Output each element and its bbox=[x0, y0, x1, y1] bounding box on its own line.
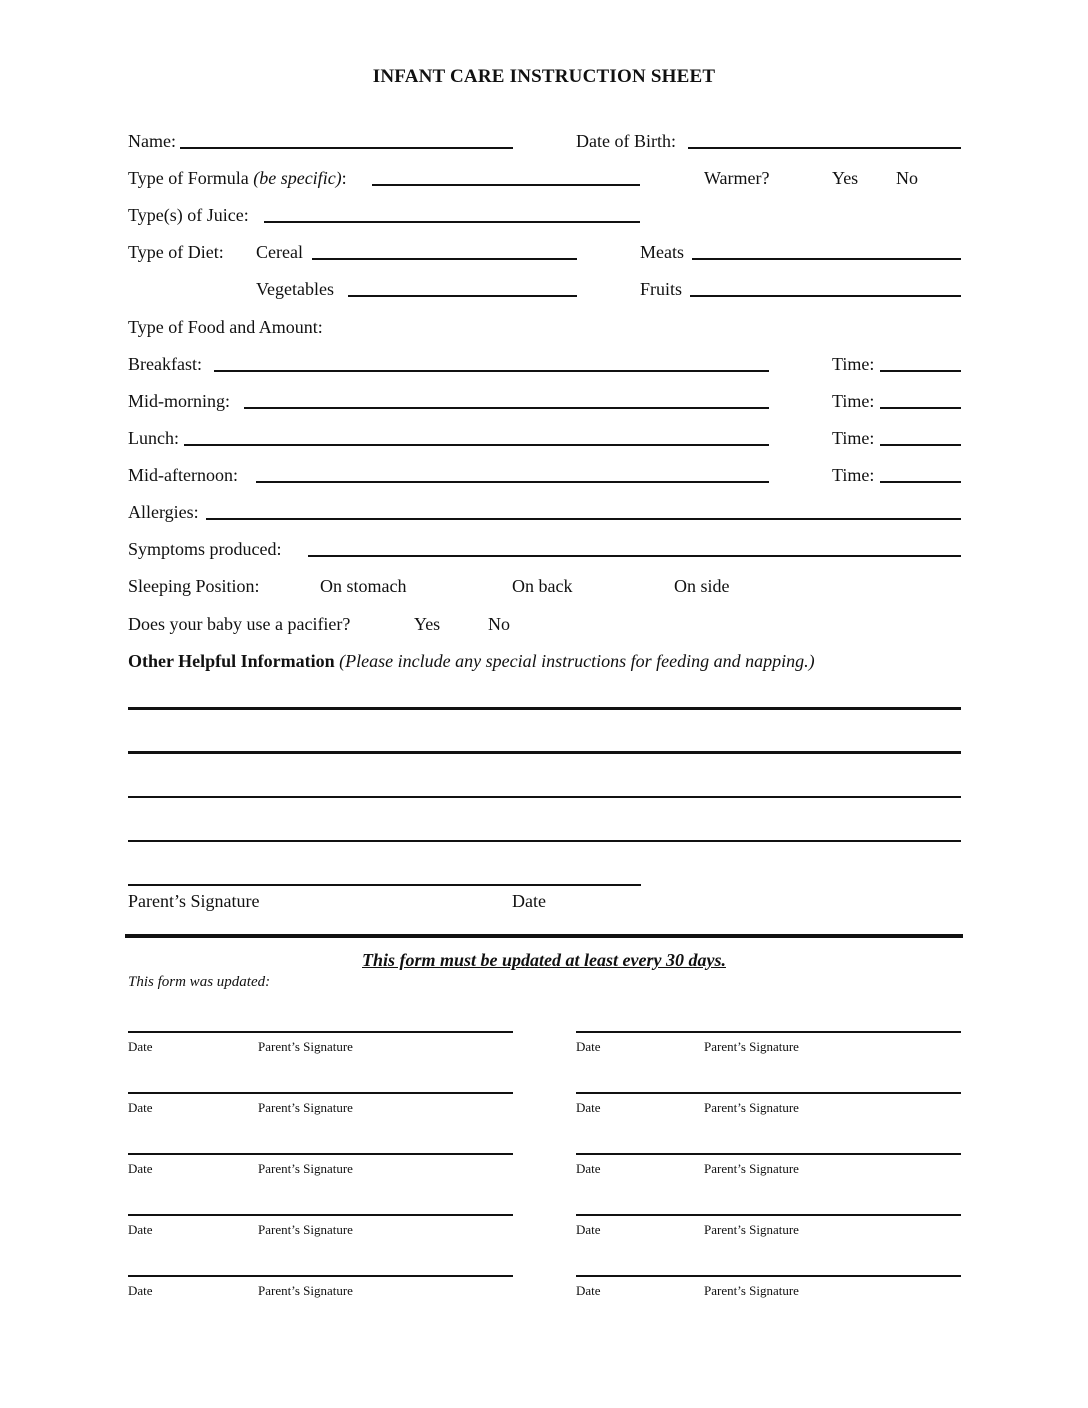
update-date-label: Date bbox=[128, 1100, 153, 1115]
mid-morning-label: Mid-morning: bbox=[128, 391, 230, 411]
on-side-option[interactable]: On side bbox=[674, 576, 730, 596]
update-date-label: Date bbox=[576, 1161, 601, 1176]
update-signature-line[interactable] bbox=[576, 1031, 961, 1033]
update-date-label: Date bbox=[128, 1222, 153, 1237]
pacifier-yes-option[interactable]: Yes bbox=[414, 614, 441, 634]
cereal-field[interactable] bbox=[312, 258, 577, 260]
update-sig-label: Parent’s Signature bbox=[704, 1100, 799, 1115]
other-info-line-3[interactable] bbox=[128, 796, 961, 798]
symptoms-field[interactable] bbox=[308, 555, 961, 557]
mid-morning-field[interactable] bbox=[244, 407, 769, 409]
parent-signature-label: Parent’s Signature bbox=[128, 891, 260, 911]
update-signature-line[interactable] bbox=[576, 1092, 961, 1094]
updated-label: This form was updated: bbox=[128, 974, 271, 990]
update-notice: This form must be updated at least every 30 days. bbox=[362, 950, 726, 970]
breakfast-field[interactable] bbox=[214, 370, 769, 372]
meats-field[interactable] bbox=[692, 258, 961, 260]
pacifier-no-option[interactable]: No bbox=[488, 614, 510, 634]
mid-afternoon-label: Mid-afternoon: bbox=[128, 465, 238, 485]
sleeping-label: Sleeping Position: bbox=[128, 576, 260, 596]
breakfast-label: Breakfast: bbox=[128, 354, 202, 374]
dob-field[interactable] bbox=[688, 147, 961, 149]
update-signature-line[interactable] bbox=[576, 1153, 961, 1155]
name-label: Name: bbox=[128, 131, 176, 151]
update-sig-label: Parent’s Signature bbox=[258, 1161, 353, 1176]
lunch-time-field[interactable] bbox=[880, 444, 961, 446]
mid-morning-time-label: Time: bbox=[832, 391, 875, 411]
update-signature-line[interactable] bbox=[128, 1214, 513, 1216]
on-back-option[interactable]: On back bbox=[512, 576, 573, 596]
symptoms-label: Symptoms produced: bbox=[128, 539, 282, 559]
update-date-label: Date bbox=[576, 1039, 601, 1054]
update-signature-line[interactable] bbox=[128, 1153, 513, 1155]
formula-label: Type of Formula (be specific): bbox=[128, 168, 347, 188]
update-sig-label: Parent’s Signature bbox=[258, 1100, 353, 1115]
meats-label: Meats bbox=[640, 242, 684, 262]
warmer-yes-option[interactable]: Yes bbox=[832, 168, 859, 188]
update-sig-label: Parent’s Signature bbox=[258, 1283, 353, 1298]
update-date-label: Date bbox=[128, 1161, 153, 1176]
update-date-label: Date bbox=[128, 1283, 153, 1298]
mid-morning-time-field[interactable] bbox=[880, 407, 961, 409]
update-signature-line[interactable] bbox=[576, 1275, 961, 1277]
other-info-line-2[interactable] bbox=[128, 751, 961, 754]
update-signature-line[interactable] bbox=[128, 1092, 513, 1094]
update-sig-label: Parent’s Signature bbox=[704, 1283, 799, 1298]
diet-label: Type of Diet: bbox=[128, 242, 224, 262]
fruits-field[interactable] bbox=[690, 295, 961, 297]
fruits-label: Fruits bbox=[640, 279, 683, 299]
update-date-label: Date bbox=[576, 1283, 601, 1298]
signature-line[interactable] bbox=[128, 884, 641, 886]
update-sig-label: Parent’s Signature bbox=[704, 1222, 799, 1237]
on-stomach-option[interactable]: On stomach bbox=[320, 576, 407, 596]
update-signature-line[interactable] bbox=[128, 1275, 513, 1277]
mid-afternoon-time-label: Time: bbox=[832, 465, 875, 485]
food-amount-label: Type of Food and Amount: bbox=[128, 317, 323, 337]
update-sig-label: Parent’s Signature bbox=[258, 1039, 353, 1054]
lunch-field[interactable] bbox=[184, 444, 769, 446]
allergies-field[interactable] bbox=[206, 518, 961, 520]
dob-label: Date of Birth: bbox=[576, 131, 676, 151]
update-date-label: Date bbox=[576, 1222, 601, 1237]
formula-field[interactable] bbox=[372, 184, 640, 186]
lunch-label: Lunch: bbox=[128, 428, 179, 448]
mid-afternoon-time-field[interactable] bbox=[880, 481, 961, 483]
update-sig-label: Parent’s Signature bbox=[258, 1222, 353, 1237]
update-signature-line[interactable] bbox=[576, 1214, 961, 1216]
update-sig-label: Parent’s Signature bbox=[704, 1039, 799, 1054]
other-info-line-1[interactable] bbox=[128, 707, 961, 710]
mid-afternoon-field[interactable] bbox=[256, 481, 769, 483]
juice-label: Type(s) of Juice: bbox=[128, 205, 249, 225]
name-field[interactable] bbox=[180, 147, 513, 149]
vegetables-field[interactable] bbox=[348, 295, 577, 297]
other-info-line-4[interactable] bbox=[128, 840, 961, 842]
update-date-label: Date bbox=[128, 1039, 153, 1054]
allergies-label: Allergies: bbox=[128, 502, 199, 522]
pacifier-label: Does your baby use a pacifier? bbox=[128, 614, 351, 634]
update-date-label: Date bbox=[576, 1100, 601, 1115]
date-label: Date bbox=[512, 891, 546, 911]
vegetables-label: Vegetables bbox=[256, 279, 334, 299]
other-info-heading: Other Helpful Information (Please include any special instructions for feeding and napping.) bbox=[128, 651, 815, 671]
breakfast-time-field[interactable] bbox=[880, 370, 961, 372]
cereal-label: Cereal bbox=[256, 242, 303, 262]
page-title: INFANT CARE INSTRUCTION SHEET bbox=[372, 66, 716, 87]
lunch-time-label: Time: bbox=[832, 428, 875, 448]
warmer-label: Warmer? bbox=[704, 168, 770, 188]
divider bbox=[125, 934, 963, 938]
breakfast-time-label: Time: bbox=[832, 354, 875, 374]
warmer-no-option[interactable]: No bbox=[896, 168, 918, 188]
update-sig-label: Parent’s Signature bbox=[704, 1161, 799, 1176]
juice-field[interactable] bbox=[264, 221, 640, 223]
update-signature-line[interactable] bbox=[128, 1031, 513, 1033]
